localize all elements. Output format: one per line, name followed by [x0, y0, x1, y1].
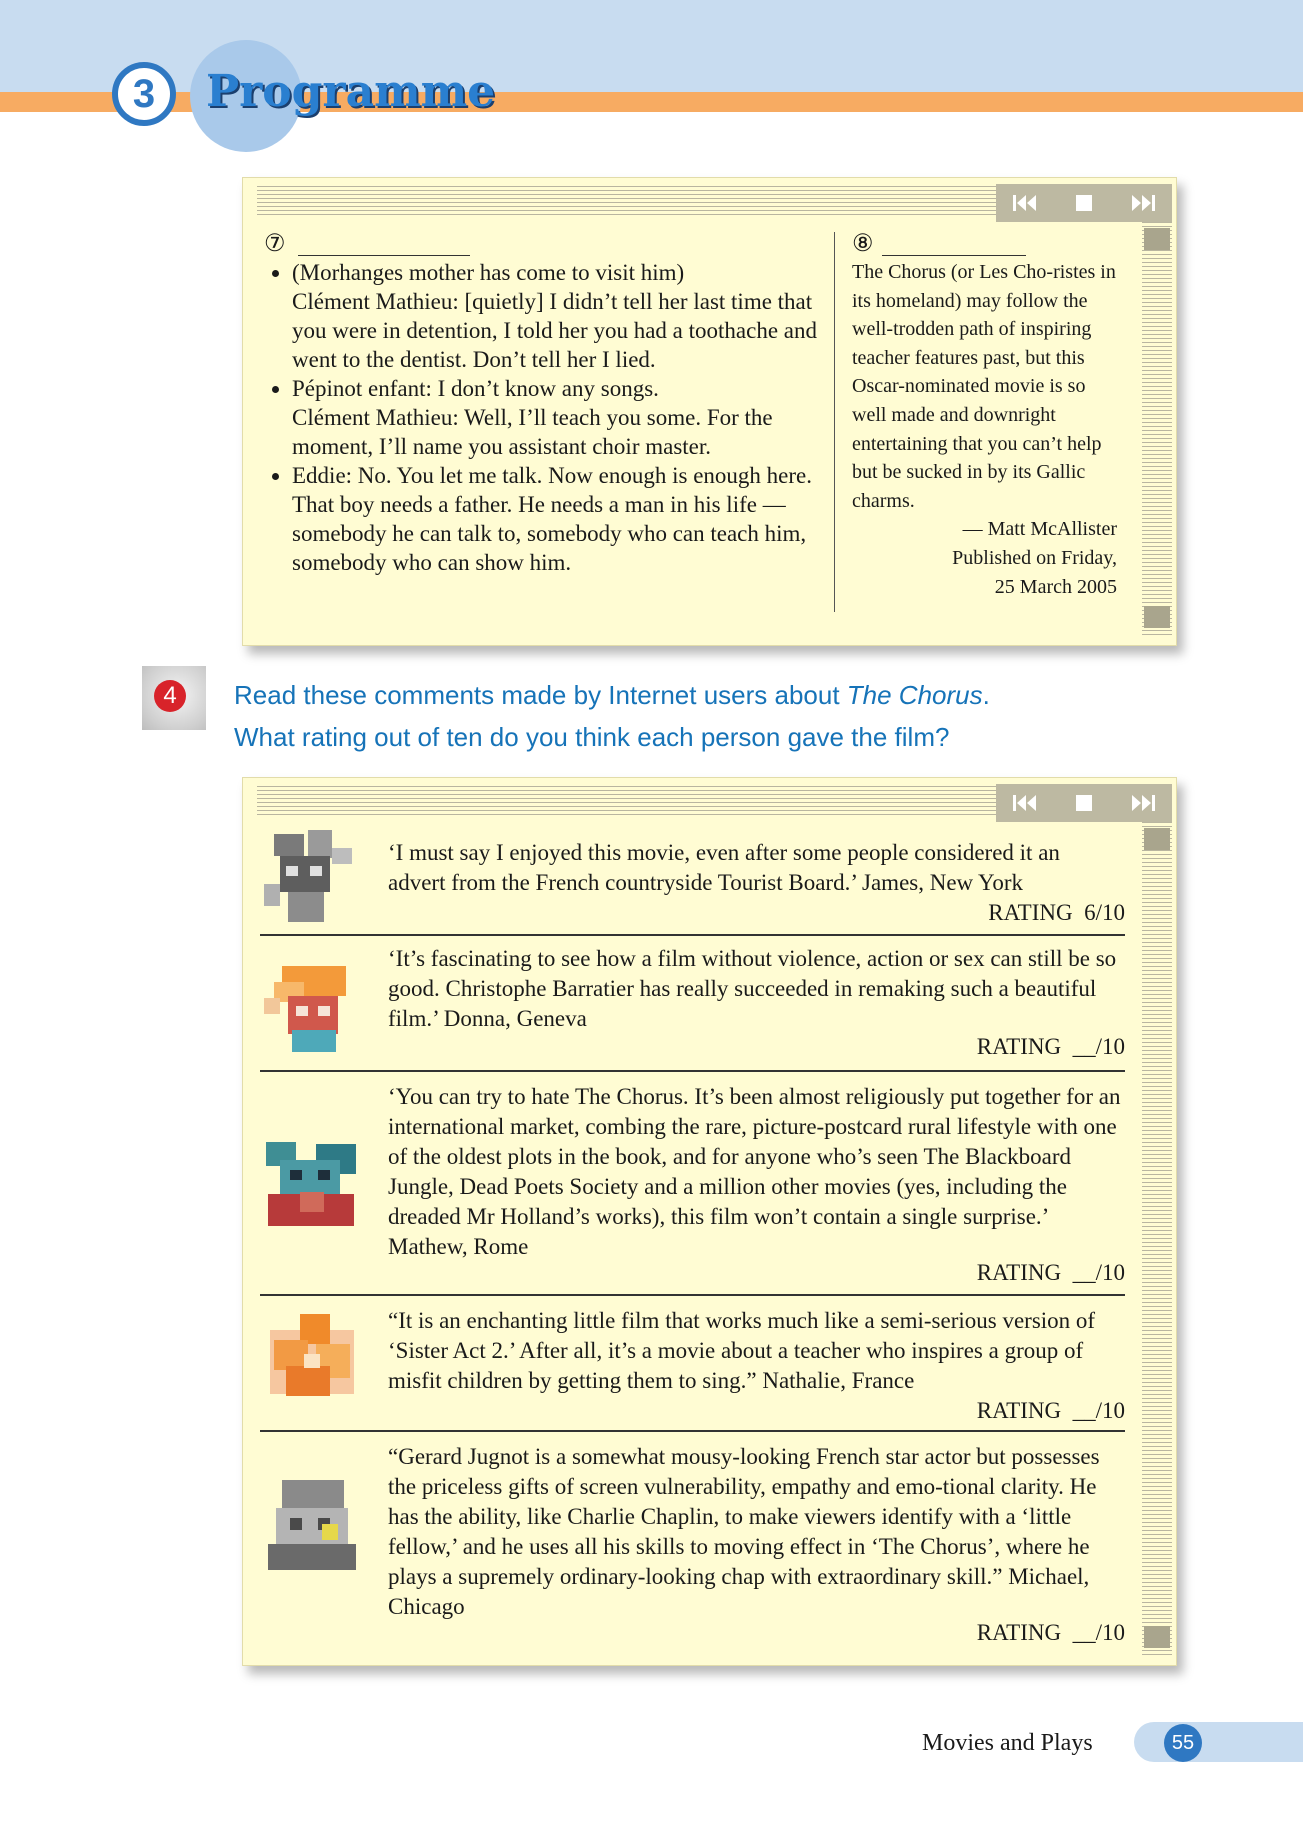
scroll-down-tab[interactable] [1144, 606, 1170, 628]
excerpt-line: Clément Mathieu: [quietly] I didn’t tell her last time that you were in detention, I told her you had a toothache and went to the dentist. Don’t tell her I lied. [292, 289, 818, 372]
page-title: Programme [206, 66, 496, 117]
task-instructions [234, 674, 1134, 758]
rating-label: RATING __/10 [976, 1620, 1125, 1645]
comment-quote: ‘You can try to hate The Chorus. It’s been almost religiously put together for an international market, combing the rare, picture-postcard rural lifestyle with one of the oldest plots in the book, and for anyone who’s seen The Blackboard Jungle, Dead Poets Society and a million other movies (yes, including the dreaded Mr Holland’s works), this film won’t contain a single surprise.’ Mathew, Rome [388, 1084, 1121, 1259]
comment-quote: “Gerard Jugnot is a somewhat mousy-looking French star actor but possesses the priceless gifts of screen vulnerability, empathy and emo-tional clarity. He has the ability, like Charlie Chaplin, to make viewers identify with a ‘little fellow,’ and he uses all his skills to moving effect in ‘The Chorus’, where he plays a supremely ordinary-looking chap with extraordinary skill.” Michael, Chicago [388, 1444, 1100, 1619]
task-line-1-prefix: Read these comments made by Internet users about [234, 680, 847, 710]
comment-text [388, 1442, 1123, 1622]
excerpt-line: • Pépinot enfant: I don’t know any songs. [292, 376, 659, 401]
item-number-8: ⑧ [852, 231, 874, 257]
page-number-pill [1134, 1722, 1303, 1762]
panel-side-rail [1142, 222, 1172, 637]
rewind-icon[interactable] [1005, 788, 1045, 818]
skip-forward-icon[interactable] [1123, 188, 1163, 218]
scroll-up-tab[interactable] [1144, 228, 1170, 250]
review-column [852, 258, 1117, 601]
stop-icon[interactable] [1064, 788, 1104, 818]
avatar [260, 958, 364, 1062]
avatar [260, 1310, 364, 1414]
list-item [292, 258, 824, 374]
list-item [260, 824, 1125, 936]
task-line-2: What rating out of ten do you think each person gave the film? [234, 722, 950, 752]
task-film-title: The Chorus [846, 680, 983, 710]
comment-text [388, 838, 1123, 898]
list-item [260, 1432, 1125, 1652]
item-number-7: ⑦ [264, 231, 286, 257]
comment-text [388, 944, 1123, 1034]
excerpt-line: Clément Mathieu: Well, I’ll teach you some. For the moment, I’ll name you assistant choir master. [292, 405, 773, 459]
rewind-icon[interactable] [1005, 188, 1045, 218]
rating-label: RATING 6/10 [988, 900, 1125, 925]
scroll-down-tab[interactable] [1144, 1626, 1170, 1648]
list-item [260, 936, 1125, 1072]
avatar [260, 1130, 364, 1234]
answer-blank-8 [882, 255, 1026, 256]
unit-number-badge: 3 [112, 62, 176, 126]
skip-forward-icon[interactable] [1123, 788, 1163, 818]
rating-label: RATING __/10 [976, 1260, 1125, 1285]
list-item [292, 461, 824, 577]
comment-quote: ‘I must say I enjoyed this movie, even after some people considered it an advert from the French countryside Tourist Board.’ James, New York [388, 840, 1060, 895]
page-number: 55 [1164, 1724, 1202, 1762]
stop-icon[interactable] [1064, 188, 1104, 218]
review-date: 25 March 2005 [994, 575, 1117, 598]
rating-label: RATING __/10 [976, 1034, 1125, 1059]
media-controls [996, 184, 1172, 222]
comment-quote: “It is an enchanting little film that works much like a semi-serious version of ‘Sister Act 2.’ After all, it’s a movie about a teacher who inspires a group of misfit children by getting them to sing.” Nathalie, France [388, 1308, 1096, 1393]
comment-text [388, 1082, 1123, 1262]
review-published: Published on Friday, [952, 546, 1117, 569]
panel-header-stripes [257, 186, 996, 216]
column-divider [834, 232, 835, 612]
task-line-1 [234, 674, 1134, 716]
answer-blank-7 [298, 255, 470, 256]
panel-side-rail [1142, 822, 1172, 1657]
excerpt-line: • (Morhanges mother has come to visit him) [292, 260, 685, 285]
review-text: The Chorus (or Les Cho-ristes in its homeland) may follow the well-trodden path of inspiring teacher features past, but this Oscar-nominated movie is so well made and downright entertaining that you can’t help but be sucked in by its Gallic charms. [852, 261, 1116, 512]
list-item [292, 374, 824, 461]
section-name: Movies and Plays [922, 1730, 1093, 1756]
comment-text [388, 1306, 1123, 1396]
list-item [260, 1296, 1125, 1432]
task-number: 4 [154, 680, 186, 712]
script-excerpts [264, 258, 824, 577]
review-author: — Matt McAllister [962, 518, 1117, 541]
panel-header-stripes [257, 786, 996, 816]
comment-quote: ‘It’s fascinating to see how a film without violence, action or sex can still be so good. Christophe Barratier has really succeeded in remaking such a beautiful film.’ Donna, Geneva [388, 946, 1117, 1031]
list-item [260, 1072, 1125, 1296]
excerpt-line: • Eddie: No. You let me talk. Now enough is enough here. That boy needs a father. He needs a man in his life — somebody he can talk to, somebody who can teach him, somebody who can show him. [292, 463, 812, 575]
media-controls [996, 784, 1172, 822]
task-line-1-suffix: . [982, 680, 990, 710]
avatar [260, 1472, 364, 1576]
rating-label: RATING __/10 [976, 1398, 1125, 1423]
scroll-up-tab[interactable] [1144, 828, 1170, 850]
avatar [260, 826, 364, 930]
